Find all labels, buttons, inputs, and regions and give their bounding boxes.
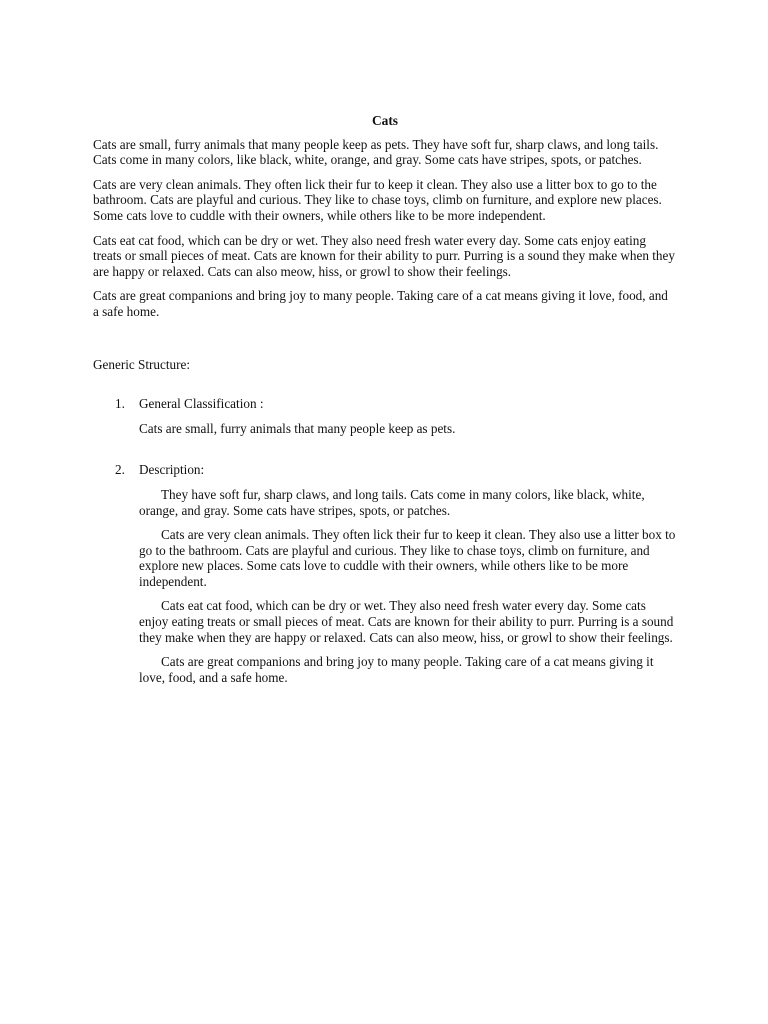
structure-paragraph: Cats are very clean animals. They often lick their fur to keep it clean. They also use a litter box to go to the bathroom. Cats are playful and curious. They like to chase toys, climb on furniture, and explore new places. Some cats love to cuddle with their owners, while others like to be more independent. — [139, 527, 676, 589]
structure-paragraph: Cats are great companions and bring joy to many people. Taking care of a cat means giving it love, food, and a safe home. — [139, 654, 654, 685]
body-paragraph: Cats are great companions and bring joy to many people. Taking care of a cat means giving it love, food, and a safe home. — [93, 288, 668, 319]
list-number: 1. — [115, 396, 125, 412]
structure-heading: General Classification : — [139, 396, 264, 412]
structure-paragraph: They have soft fur, sharp claws, and long tails. Cats come in many colors, like black, white, orange, and gray. Some cats have stripes, spots, or patches. — [139, 486, 645, 518]
body-paragraph: Cats eat cat food, which can be dry or wet. They also need fresh water every day. Some cats enjoy eating treats or small pieces of meat. Cats are known for their ability to purr. Purring is a sound they make when they are happy or relaxed. Cats can also meow, hiss, or growl to show their feelings. — [93, 232, 675, 279]
structure-paragraph: Cats are small, furry animals that many people keep as pets. — [139, 420, 456, 436]
structure-item-classification — [93, 396, 677, 436]
structure-item-description — [93, 462, 677, 685]
structure-paragraph: Cats eat cat food, which can be dry or wet. They also need fresh water every day. Some cats enjoy eating treats or small pieces of meat. Cats are known for their ability to purr. Purring is a sound they make when they are happy or relaxed. Cats can also meow, hiss, or growl to show their feelings. — [139, 598, 674, 645]
structure-label: Generic Structure: — [93, 356, 191, 372]
document-title: Cats — [371, 113, 399, 128]
structure-heading: Description: — [139, 462, 205, 478]
document-page — [93, 113, 677, 699]
body-paragraph: Cats are very clean animals. They often lick their fur to keep it clean. They also use a litter box to go to the bathroom. Cats are playful and curious. They like to chase toys, climb on furniture, and explore new places. Some cats love to cuddle with their owners, while others like to be more independent. — [93, 176, 662, 223]
body-paragraph: Cats are small, furry animals that many people keep as pets. They have soft fur, sharp claws, and long tails. Cats come in many colors, like black, white, orange, and gray. Some cats have stripes, spots, or patches. — [93, 136, 659, 168]
list-number: 2. — [115, 462, 125, 478]
structure-list — [93, 396, 677, 685]
